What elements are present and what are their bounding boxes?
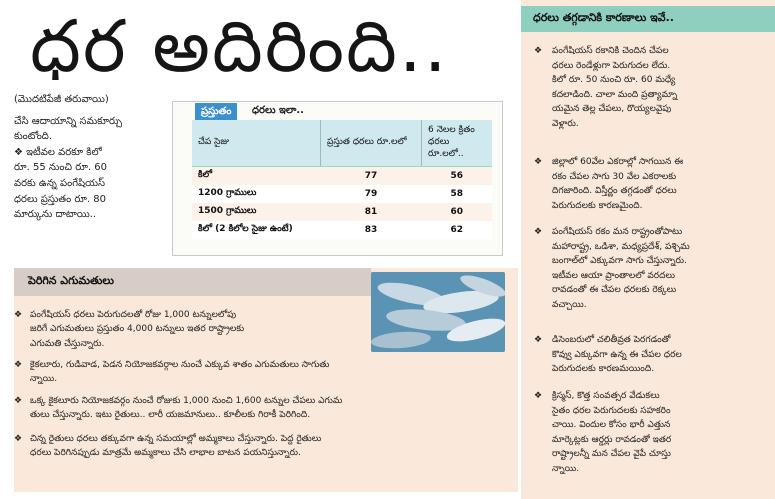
table-header-row <box>192 120 492 167</box>
intro-text: (మొదటిపేజీ తరువాయి) చేసి ఆదాయాన్ని సమకూర్చు కుంటోంది. ❖ ఇటీవల వరకూ కిలో రూ. 55 నుంచి రూ. 60 వరకు ఉన్న పంగేషియస్ ధరలు ప్రస్తుతం రూ. 80 మార్కును దాటాయి.. <box>14 92 170 223</box>
column-header: ప్రస్తుత ధరలు రూ.లలో <box>321 120 422 167</box>
export-item: ❖ పంగేషియస్ ధరలు పెరుగుదలతో రోజు 1,000 టన్నులలోపు జరిగే ఎగుమతులు ప్రస్తుతం 4,000 టన్నులు ఇతర రాష్ట్రాలకు ఎగుమతి చేస్తున్నారు. <box>14 310 245 349</box>
diamond-bullet-icon: ❖ <box>534 335 543 345</box>
export-item: ❖ చిన్న రైతులు ధరలు తక్కువగా ఉన్న సమయాల్లో అమ్మకాలు చేస్తున్నారు. పెద్ద రైతులు ధరలు పెరిగినప్పుడు మాత్రమే అమ్మకాలు చేసి లాభాల బాటన పయనిస్తున్నారు. <box>14 434 322 459</box>
headline-area <box>0 0 521 92</box>
exports-title-bar <box>14 268 371 296</box>
diamond-bullet-icon: ❖ <box>14 396 23 406</box>
diamond-bullet-icon: ❖ <box>534 391 543 401</box>
headline: ధర అదిరింది.. <box>30 4 449 88</box>
exports-title: పెరిగిన ఎగుమతులు <box>28 274 114 287</box>
diamond-bullet-icon: ❖ <box>534 157 543 167</box>
continued-label: (మొదటిపేజీ తరువాయి) <box>14 94 109 105</box>
fish-image <box>371 272 505 352</box>
fish-photo <box>371 272 505 352</box>
diamond-bullet-icon: ❖ <box>14 310 23 320</box>
reason-item: ❖ పంగేషియస్ రకం మన రాష్ట్రంతోపాటు మహారాష్ట్ర, ఒడిశా, మధ్యప్రదేశ్, పశ్చిమ బంగాల్‌లో ఎక్కువగా సాగు చేస్తున్నారు. ఇటీవల ఆయా ప్రాంతాలలో వరదలు రావడంతో ఈ చేపల ధరలకు రెక్కలు వచ్చాయి. <box>534 227 690 310</box>
price-table-title: ధరలు ఇలా.. <box>252 105 304 116</box>
table-row: 1500 గ్రాములు 81 60 <box>192 203 492 221</box>
reason-item: ❖ క్రిస్మస్, కొత్త సంవత్సర వేడుకలు సైతం ధరల పెరుగుదలకు సహకరిం చాయి. విందుల కోసం భారీ ఎత్తున మార్కెట్లకు ఆర్డర్లు రావడంతో ఇతర రాష్ట్రాలన్నీ మన చేపల వైపే చూస్తు న్నాయి. <box>534 391 672 474</box>
column-header: చేప సైజు <box>192 120 321 167</box>
export-item: ❖ కైకలూరు, గుడివాడ, పెడన నియోజకవర్గాల నుంచే ఎక్కువ శాతం ఎగుమతులు సాగుతు న్నాయి. <box>14 360 330 385</box>
reasons-title-bar <box>521 6 775 32</box>
price-table-tag: ప్రస్తుతం <box>195 103 237 121</box>
diamond-bullet-icon: ❖ <box>14 434 23 444</box>
table-row: 1200 గ్రాములు 79 58 <box>192 185 492 203</box>
reason-item: ❖ పంగేషియస్ రకానికి చెందిన చేపల ధరలు రెండేళ్లుగా పెరుగుదల లేదు. కిలో రూ. 50 నుంచి రూ. 60 మధ్యే కదలాడింది. చాలా మంది ప్రత్యామ్నా యమైన తెల్ల చేపలు, రొయ్యలవైపు వెళ్లారు. <box>534 46 678 129</box>
table-row: కిలో 77 56 <box>192 167 492 186</box>
diamond-bullet-icon: ❖ <box>534 227 543 237</box>
reason-item: ❖ డిసెంబరులో చలితీవ్రత పెరగడంతో కొవ్వు ఎక్కువగా ఉన్న ఈ చేపల ధరల పెరుగుదలకు కారణమయింది. <box>534 335 682 375</box>
diamond-bullet-icon: ❖ <box>534 46 543 56</box>
reason-item: ❖ జిల్లాలో 60వేల ఎకరాల్లో సాగయిన ఈ రకం చేపల సాగు 30 వేల ఎకరాలకు దిగజారింది. విస్తీర్ణం తగ్గడంతో ధరలు పెరుగుదలకు కారణమైంది. <box>534 157 684 211</box>
table-row: కిలో (2 కిలోల సైజు ఉంటే) 83 62 <box>192 221 492 239</box>
column-header: 6 నెలల క్రితం ధరలు రూ.లలో.. <box>422 120 493 167</box>
export-item: ❖ ఒక్క కైకలూరు నియోజకవర్గం నుంచే రోజుకు 1,000 నుంచి 1,600 టన్నుల చేపలు ఎగుమ తులు చేస్తున్నారు. ఇటు రైతులు.. లారీ యజమానులు.. కూలీలకు గిరాకీ పెరిగింది. <box>14 396 343 421</box>
reasons-title: ధరలు తగ్గడానికి కారణాలు ఇవే.. <box>533 11 674 24</box>
price-table <box>192 120 492 239</box>
diamond-bullet-icon: ❖ <box>14 360 23 370</box>
